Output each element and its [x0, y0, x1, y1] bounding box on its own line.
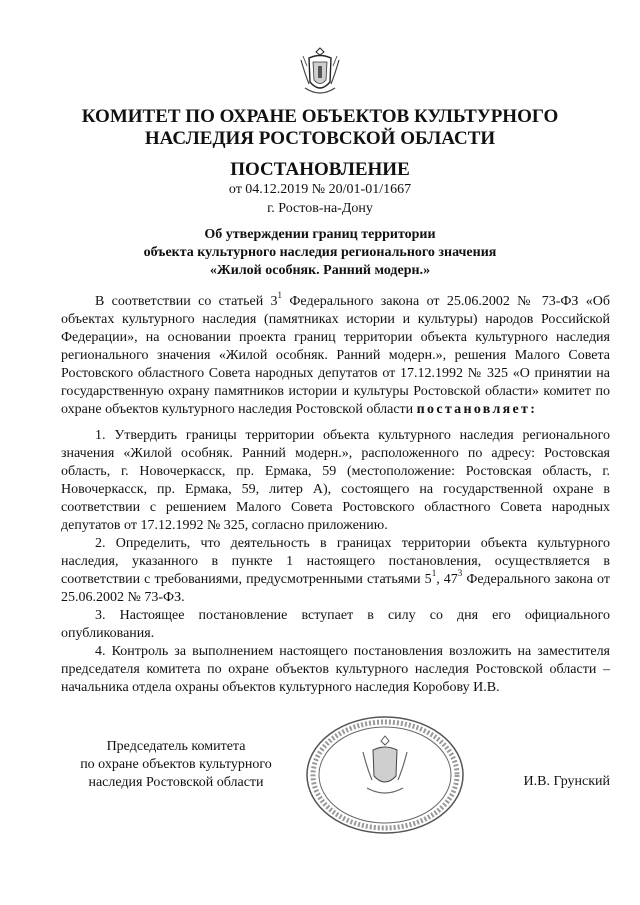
signatory-name: И.В. Грунский — [523, 774, 610, 789]
subject-line-2: объекта культурного наследия регионального значения — [143, 245, 497, 260]
preamble-text-a: В соответствии со статьей 3 — [95, 294, 278, 309]
decree-word: постановляет: — [416, 402, 538, 417]
item-2-paragraph — [61, 535, 610, 607]
item-2-superscript-2: 3 — [457, 568, 463, 579]
document-body — [61, 290, 610, 697]
document-city: г. Ростов-на-Дону — [267, 201, 373, 216]
signatory-title-line-1: Председатель комитета — [106, 739, 246, 754]
signatory-title-line-2: по охране объектов культурного — [80, 757, 272, 772]
document-subject — [0, 226, 640, 280]
org-line-2: НАСЛЕДИЯ РОСТОВСКОЙ ОБЛАСТИ — [144, 128, 496, 149]
item-2-text-b: , 47 — [436, 572, 458, 587]
item-2-superscript-1: 1 — [431, 568, 437, 579]
subject-line-3: «Жилой особняк. Ранний модерн.» — [209, 263, 431, 278]
item-1-paragraph: 1. Утвердить границы территории объекта культурного наследия регионального значения «Жилой особняк. Ранний модерн.», расположенного по адресу: Ростовская область, г. Новочеркасск, пр. Ермака, 59 (местоположение: Ростовская область, г. Новочеркасск, пр. Ермака, 59, литер А), состоящего на государственной охране в соответствии с решением Малого Совета Ростовского областного Совета народных депутатов от 17.12.1992 № 325, согласно приложению. — [61, 428, 610, 533]
item-4-paragraph: 4. Контроль за выполнением настоящего постановления возложить на заместителя председателя комитета по охране объектов культурного наследия Ростовской области – начальника отдела охраны объектов культурного наследия Коробову И.В. — [61, 644, 610, 695]
subject-line-1: Об утверждении границ территории — [204, 227, 436, 242]
document-type: ПОСТАНОВЛЕНИЕ — [230, 159, 410, 180]
document-date-number: от 04.12.2019 № 20/01-01/1667 — [228, 182, 412, 197]
item-3-paragraph: 3. Настоящее постановление вступает в силу со дня его официального опубликования. — [61, 608, 610, 641]
preamble-superscript: 1 — [277, 290, 283, 301]
item-2-text-c: Федерального закона от 25.06.2002 № 73-ФЗ. — [61, 572, 610, 605]
preamble-text-b: Федерального закона от 25.06.2002 № 73-ФЗ «Об объектах культурного наследия (памятниках истории и культуры) народов Российской Федерации», на основании проекта границ территории объекта культурного наследия регионального значения «Жилой особняк. Ранний модерн.», решения Малого Совета Ростовского областного Совета народных депутатов от 17.12.1992 № 325 «О принятии на государственную охрану памятников истории и культуры Ростовской области» комитет по охране объектов культурного наследия Ростовской области — [61, 294, 610, 417]
signatory-title-line-3: наследия Ростовской области — [88, 775, 264, 790]
coat-of-arms-icon — [297, 44, 343, 100]
organization-name — [0, 106, 640, 150]
item-2-text-a: 2. Определить, что деятельность в границах территории объекта культурного наследия, указанного в пункте 1 настоящего постановления, осуществляется в соответствии с требованиями, предусмотренными статьями 5 — [61, 536, 610, 587]
signatory-title — [61, 738, 291, 792]
official-seal-icon — [305, 714, 465, 836]
org-line-1: КОМИТЕТ ПО ОХРАНЕ ОБЪЕКТОВ КУЛЬТУРНОГО — [81, 106, 559, 127]
preamble-paragraph — [61, 290, 610, 419]
